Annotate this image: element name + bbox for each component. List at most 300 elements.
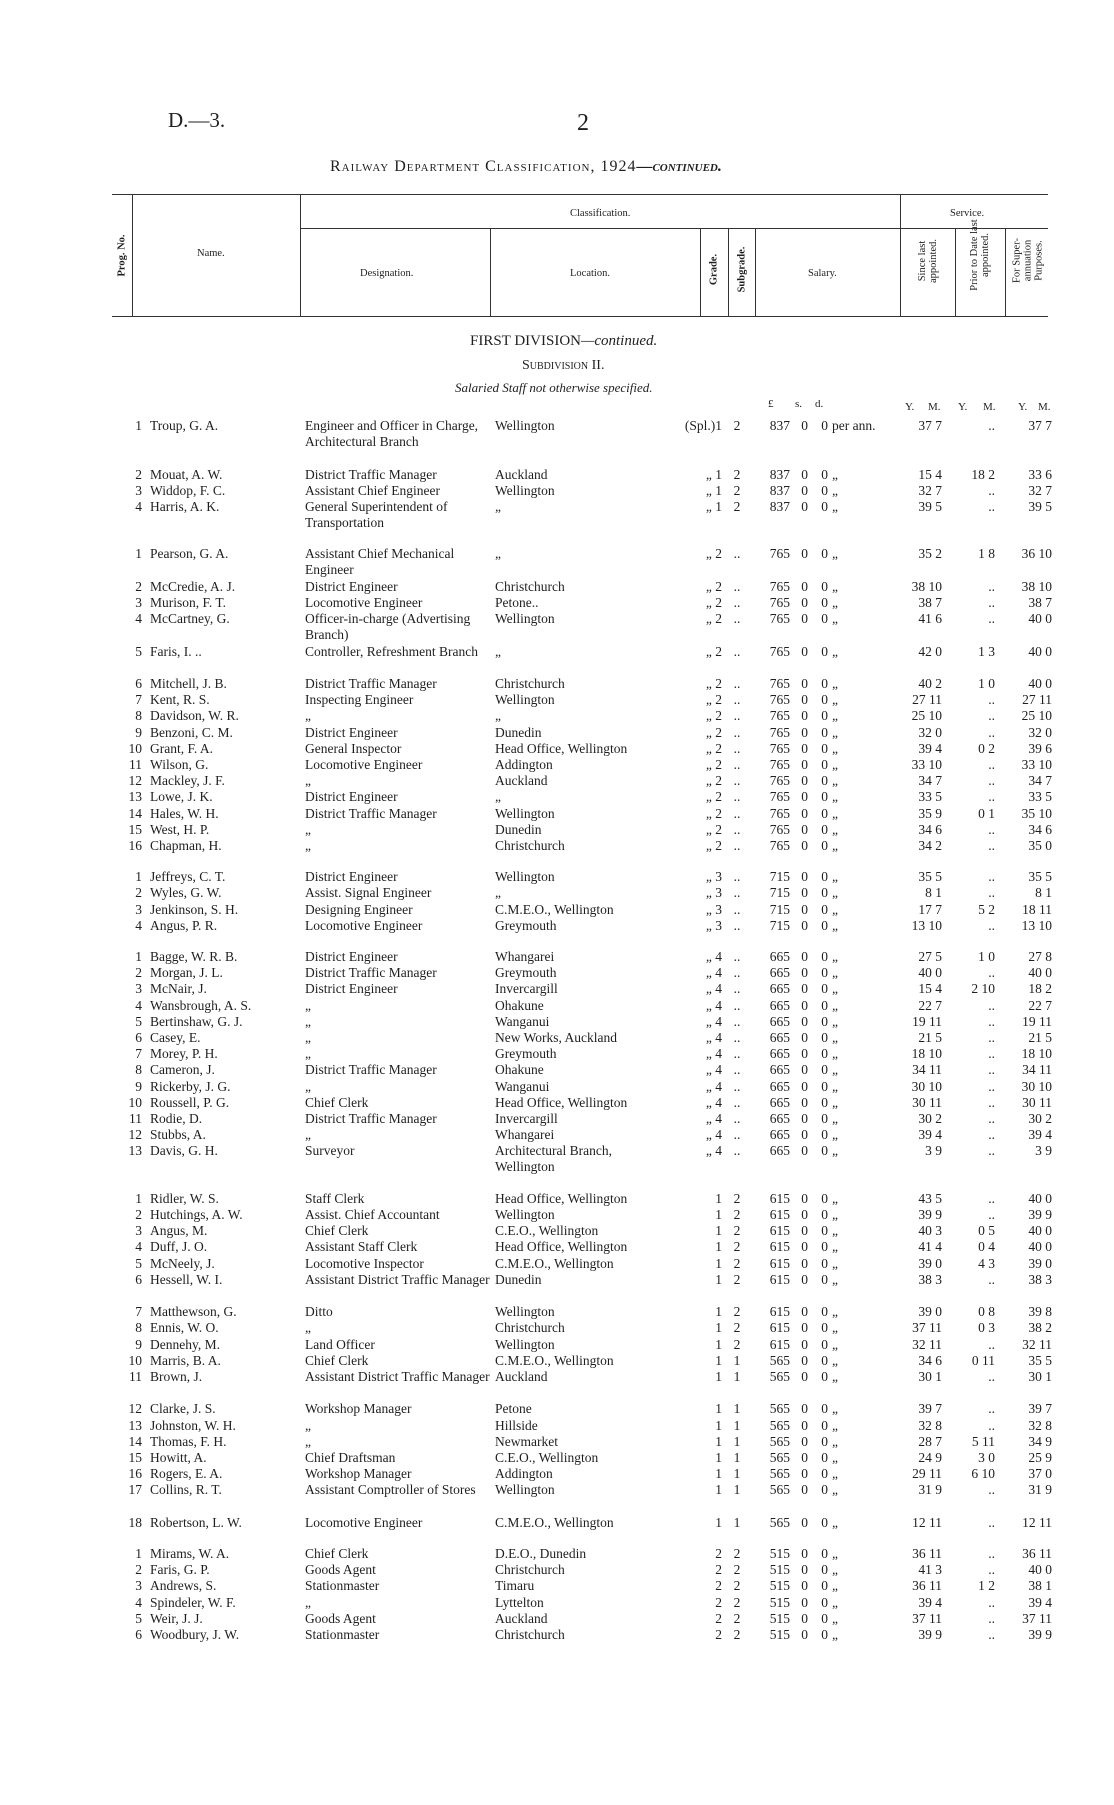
location: Auckland [495,466,548,482]
service-since-last: 41 3 [918,1562,942,1578]
service-superannuation: 34 7 [1028,773,1052,789]
location: Petone [495,1401,532,1417]
salary-period: „ [832,595,838,610]
subgrade: .. [733,1143,741,1159]
staff-name: Roussell, P. G. [150,1094,230,1110]
service-superannuation: 35 10 [1021,805,1052,821]
grade: 1 [715,1320,722,1336]
location: Wellington [495,805,555,821]
salary-pounds: 665 [769,1062,790,1078]
salary-period: per ann. [832,418,876,433]
salary-pence: 0 [821,724,828,740]
service-prior: .. [988,1594,995,1610]
salary-shillings: 0 [801,1127,808,1143]
grade: 2 [715,1594,722,1610]
location: Addington [495,757,553,772]
staff-name: Casey, E. [150,1030,201,1045]
salary-pence: 0 [821,708,828,724]
salary-pence: 0 [821,838,828,853]
service-superannuation: 40 0 [1028,611,1052,627]
salary-period: „ [832,724,838,740]
staff-name: Stubbs, A. [150,1127,206,1143]
salary-period: „ [832,1078,838,1094]
location: Wellington [495,482,555,498]
location: Addington [495,1466,553,1482]
designation: Goods Agent [305,1610,376,1626]
location: „ [495,789,501,805]
staff-note: Salaried Staff not otherwise specified. [455,380,653,395]
designation: District Traffic Manager [305,1062,437,1078]
subgrade: 2 [733,1255,741,1271]
salary-period: „ [832,821,838,837]
designation: „ [305,838,311,853]
subgrade: 1 [733,1450,741,1465]
service-since-last: 41 6 [918,611,942,627]
staff-name: Jenkinson, S. H. [150,901,239,917]
location: Wellington [495,1482,555,1498]
designation: „ [305,1030,311,1045]
service-superannuation: 39 0 [1028,1255,1052,1271]
salary-pounds: 765 [769,724,790,740]
service-prior: 1 0 [978,676,995,691]
prog-no: 7 [135,1046,142,1062]
service-prior: .. [988,1562,995,1578]
grade: 1 [715,1255,722,1271]
service-since-last: 24 9 [918,1450,942,1465]
service-since-last: 22 7 [918,997,942,1013]
service-since-last: 30 10 [911,1078,942,1094]
service-superannuation: 27 11 [1022,692,1052,708]
subgrade: .. [733,1046,741,1062]
staff-name: Ridler, W. S. [150,1190,219,1206]
salary-shillings: 0 [801,1627,808,1642]
service-superannuation: 39 4 [1028,1594,1052,1610]
service-superannuation: 21 5 [1028,1030,1052,1045]
superannuation-header: For Super-annuation Purposes. [1011,238,1045,283]
service-superannuation: 40 0 [1028,1190,1052,1206]
service-prior: 1 2 [978,1578,995,1594]
staff-name: Mouat, A. W. [150,466,223,482]
salary-pounds: 715 [769,869,790,885]
service-prior: 1 8 [978,546,995,562]
grade: 2 [715,1546,722,1561]
salary-period: „ [832,499,838,514]
salary-pounds: 765 [769,595,790,610]
service-since-last: 33 5 [918,789,942,805]
designation: „ [305,773,311,789]
service-prior: 1 0 [978,949,995,964]
staff-name: Wilson, G. [150,757,209,772]
prog-no: 15 [128,821,142,837]
service-superannuation: 8 1 [1035,885,1052,901]
salary-pounds: 515 [769,1610,790,1626]
service-since-last: 40 0 [918,965,942,981]
designation: Assist. Chief Accountant [305,1207,440,1222]
service-prior: .. [988,1546,995,1561]
salary-shillings: 0 [801,773,808,789]
subgrade: 1 [733,1352,741,1368]
designation: „ [305,1320,311,1336]
staff-name: Angus, P. R. [150,917,218,933]
grade: „ 3 [705,917,722,933]
service-prior: .. [988,1482,995,1498]
salary-period: „ [832,676,838,691]
prog-no: 13 [128,1417,142,1433]
service-since-last: 3 9 [925,1143,942,1159]
subgrade: 2 [733,1239,741,1255]
location: Christchurch [495,1320,565,1336]
service-superannuation: 18 11 [1022,901,1052,917]
location: Architectural Branch, Wellington [495,1143,612,1175]
service-prior: .. [988,1369,995,1384]
staff-name: McNeely, J. [150,1255,215,1271]
location: Dunedin [495,1271,542,1287]
service-prior: .. [988,1046,995,1062]
unit-year: Y. [958,401,968,413]
subgrade: .. [733,773,741,789]
prog-no: 7 [135,692,142,708]
prog-no: 5 [135,643,142,659]
salary-pence: 0 [821,1627,828,1642]
staff-name: Weir, J. J. [150,1610,203,1626]
salary-shillings: 0 [801,1013,808,1029]
salary-period: „ [832,917,838,933]
service-prior: 0 1 [978,805,995,821]
subgrade: .. [733,997,741,1013]
service-since-last: 42 0 [918,643,942,659]
service-superannuation: 30 1 [1028,1369,1052,1384]
salary-pounds: 615 [769,1239,790,1255]
service-prior: .. [988,789,995,805]
salary-shillings: 0 [801,1304,808,1320]
salary-pence: 0 [821,757,828,772]
grade: „ 2 [705,611,722,627]
designation: Chief Clerk [305,1223,369,1239]
service-since-last: 15 4 [918,981,942,997]
subgrade: 2 [733,1578,741,1594]
prog-no: 4 [135,611,142,627]
grade: „ 1 [705,482,722,498]
title-text: Railway Department Classification, 1924 [330,158,637,175]
salary-period: „ [832,838,838,853]
prog-no: 17 [128,1482,142,1498]
grade: 1 [715,1352,722,1368]
salary-period: „ [832,740,838,756]
salary-shillings: 0 [801,1239,808,1255]
service-superannuation: 13 10 [1021,917,1052,933]
service-since-last: 39 7 [918,1401,942,1417]
salary-shillings: 0 [801,1223,808,1239]
staff-name: Rodie, D. [150,1111,203,1126]
staff-name: Ennis, W. O. [150,1320,219,1336]
salary-shillings: 0 [801,1046,808,1062]
prog-no: 5 [135,1013,142,1029]
salary-pence: 0 [821,997,828,1013]
designation: District Engineer [305,724,398,740]
grade: (Spl.)1 [684,418,722,433]
designation: Assistant District Traffic Manager [305,1369,490,1384]
subgrade: .. [733,965,741,981]
salary-pounds: 715 [769,917,790,933]
service-prior: 0 8 [978,1304,995,1320]
grade: 1 [715,1482,722,1498]
salary-period: „ [832,1336,838,1352]
designation: „ [305,997,311,1013]
designation: Chief Clerk [305,1352,369,1368]
staff-name: Hales, W. H. [150,805,219,821]
salary-shillings: 0 [801,1450,808,1465]
subgrade: 2 [733,499,741,514]
salary-pence: 0 [821,869,828,885]
staff-name: Collins, R. T. [150,1482,222,1498]
salary-pence: 0 [821,1594,828,1610]
unit-month: M. [1038,401,1051,413]
service-prior: .. [988,1207,995,1222]
prog-no: 9 [135,1336,142,1352]
service-superannuation: 30 2 [1028,1111,1052,1126]
service-prior: 3 0 [978,1450,995,1465]
prog-no: 4 [135,917,142,933]
salary-shillings: 0 [801,578,808,594]
salary-shillings: 0 [801,708,808,724]
grade: 2 [715,1562,722,1578]
service-superannuation: 32 11 [1022,1336,1052,1352]
salary-pounds: 615 [769,1207,790,1222]
service-since-last: 31 9 [918,1482,942,1498]
grade: „ 4 [705,997,722,1013]
salary-pounds: 765 [769,578,790,594]
subgrade: 2 [733,1320,741,1336]
service-since-last: 34 7 [918,773,942,789]
service-prior: .. [988,917,995,933]
staff-name: Duff, J. O. [150,1239,208,1255]
designation: Ditto [305,1304,333,1320]
grade: „ 4 [705,981,722,997]
salary-pence: 0 [821,1030,828,1045]
grade: „ 2 [705,595,722,610]
staff-name: Kent, R. S. [150,692,210,708]
salary-shillings: 0 [801,1610,808,1626]
service-since-last: 32 0 [918,724,942,740]
service-prior: .. [988,838,995,853]
salary-pounds: 515 [769,1546,790,1561]
grade: „ 4 [705,1127,722,1143]
salary-shillings: 0 [801,757,808,772]
prog-no: 4 [135,499,142,514]
prog-no: 2 [135,466,142,482]
grade: „ 2 [705,740,722,756]
service-prior: 0 5 [978,1223,995,1239]
service-since-last: 29 11 [912,1466,942,1482]
subgrade: 1 [733,1433,741,1449]
salary-pence: 0 [821,1271,828,1287]
grade: „ 4 [705,1030,722,1045]
service-prior: .. [988,1627,995,1642]
staff-name: Cameron, J. [150,1062,215,1078]
salary-shillings: 0 [801,482,808,498]
salary-period: „ [832,1111,838,1126]
grade: 1 [715,1336,722,1352]
salary-pence: 0 [821,901,828,917]
staff-name: Brown, J. [150,1369,203,1384]
grade: „ 4 [705,1094,722,1110]
salary-pence: 0 [821,1046,828,1062]
designation: „ [305,708,311,724]
service-superannuation: 33 6 [1028,466,1052,482]
prog-no: 1 [135,1190,142,1206]
grade: 2 [715,1627,722,1642]
salary-pounds: 765 [769,773,790,789]
subgrade: 2 [733,1627,741,1642]
subgrade: .. [733,1062,741,1078]
designation: Chief Clerk [305,1546,369,1561]
salary-pence: 0 [821,981,828,997]
designation: General Superintendent of Transportation [305,499,448,530]
grade: 1 [715,1466,722,1482]
salary-pounds: 837 [769,418,790,433]
service-superannuation: 40 0 [1028,1239,1052,1255]
salary-pence: 0 [821,1562,828,1578]
salary-shillings: 0 [801,1482,808,1498]
salary-pounds: 665 [769,1127,790,1143]
salary-pounds: 565 [769,1417,790,1433]
salary-period: „ [832,1127,838,1143]
salary-pence: 0 [821,1466,828,1482]
designation: Goods Agent [305,1562,376,1578]
grade: 1 [715,1223,722,1239]
grade: 2 [715,1578,722,1594]
designation: Locomotive Engineer [305,917,423,933]
salary-period: „ [832,1094,838,1110]
grade: „ 2 [705,789,722,805]
service-since-last: 18 10 [911,1046,942,1062]
subgrade: .. [733,740,741,756]
salary-pence: 0 [821,418,828,433]
service-prior: .. [988,1127,995,1143]
service-since-last: 34 6 [918,821,942,837]
salary-period: „ [832,692,838,708]
service-superannuation: 38 10 [1021,578,1052,594]
subgrade: 1 [733,1482,741,1498]
salary-shillings: 0 [801,499,808,514]
service-prior: 5 11 [971,1433,995,1449]
subgrade: 1 [733,1417,741,1433]
designation: General Inspector [305,740,402,756]
location: Wellington [495,1304,555,1320]
service-since-last: 39 4 [918,1127,942,1143]
location-header: Location. [570,268,610,279]
staff-name: West, H. P. [150,821,210,837]
prog-no: 1 [135,1546,142,1561]
subgrade: 2 [733,1562,741,1578]
salary-period: „ [832,1013,838,1029]
subgrade: 2 [733,1190,741,1206]
service-since-last: 37 11 [912,1320,942,1336]
service-since-last: 8 1 [925,885,942,901]
prog-no: 6 [135,1271,142,1287]
subgrade: 2 [733,1610,741,1626]
subgrade: .. [733,1030,741,1045]
prog-no: 5 [135,1610,142,1626]
service-prior: 18 2 [971,466,995,482]
designation: Assistant Staff Clerk [305,1239,418,1255]
prog-no: 13 [128,789,142,805]
subgrade: .. [733,869,741,885]
prog-no: 8 [135,1062,142,1078]
grade: „ 3 [705,869,722,885]
staff-name: Wyles, G. W. [150,885,222,901]
salary-pounds: 665 [769,1111,790,1126]
prog-no: 7 [135,1304,142,1320]
salary-pounds: 565 [769,1450,790,1465]
service-superannuation: 35 5 [1028,869,1052,885]
salary-period: „ [832,1046,838,1062]
location: Head Office, Wellington [495,1239,628,1255]
subgrade: .. [733,949,741,964]
service-header: Service. [950,208,985,219]
designation: District Engineer [305,789,398,805]
salary-period: „ [832,643,838,659]
location: „ [495,546,501,562]
salary-pounds: 565 [769,1352,790,1368]
salary-shillings: 0 [801,1320,808,1336]
prog-no: 1 [135,949,142,964]
staff-name: Benzoni, C. M. [150,724,233,740]
prog-no: 4 [135,1239,142,1255]
service-prior: .. [988,724,995,740]
staff-name: Wansbrough, A. S. [150,997,252,1013]
salary-period: „ [832,1514,838,1530]
prog-no: 8 [135,708,142,724]
subgrade-header: Subgrade. [736,246,748,293]
unit-pound: £ [768,398,774,410]
salary-pence: 0 [821,499,828,514]
salary-pounds: 665 [769,949,790,964]
grade: 2 [715,1610,722,1626]
salary-pence: 0 [821,1255,828,1271]
designation: Assist. Signal Engineer [305,885,432,901]
location: Head Office, Wellington [495,1094,628,1110]
staff-name: Mitchell, J. B. [150,676,227,691]
service-since-last: 15 4 [918,466,942,482]
designation: Staff Clerk [305,1190,365,1206]
subgrade: .. [733,805,741,821]
subgrade: 1 [733,1514,741,1530]
staff-name: Hessell, W. I. [150,1271,223,1287]
service-superannuation: 39 8 [1028,1304,1052,1320]
service-since-last: 38 3 [918,1271,942,1287]
designation: Assistant Chief Engineer [305,482,440,498]
salary-pence: 0 [821,965,828,981]
subgrade: .. [733,1111,741,1126]
service-prior: 1 3 [978,643,995,659]
salary-pounds: 615 [769,1304,790,1320]
service-superannuation: 39 5 [1028,499,1052,514]
salary-period: „ [832,482,838,498]
staff-name: Hutchings, A. W. [150,1207,243,1222]
salary-period: „ [832,1255,838,1271]
service-superannuation: 40 0 [1028,1223,1052,1239]
salary-shillings: 0 [801,821,808,837]
service-superannuation: 34 9 [1028,1433,1052,1449]
salary-pence: 0 [821,789,828,805]
location: Ohakune [495,1062,544,1078]
location: Dunedin [495,821,542,837]
location: Whangarei [495,1127,555,1143]
service-since-last: 32 8 [918,1417,942,1433]
staff-name: McCartney, G. [150,611,230,627]
service-prior: .. [988,1078,995,1094]
